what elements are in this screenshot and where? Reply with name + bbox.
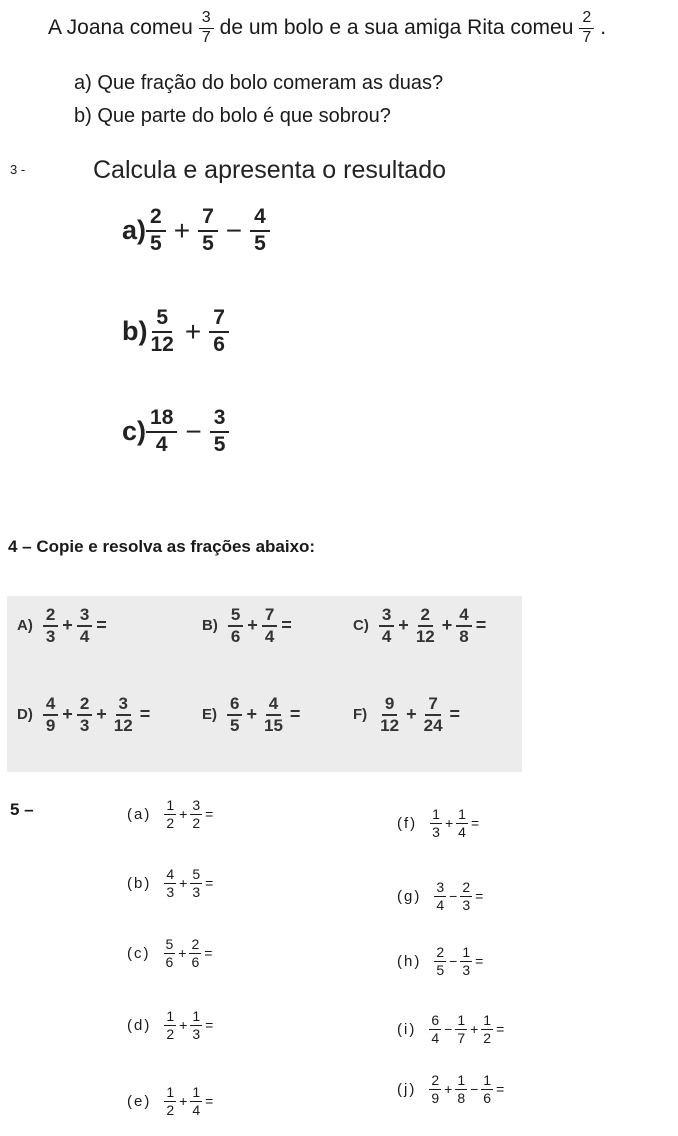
- fraction: $\frac{4}{15}$: [263, 694, 283, 735]
- exercise-5c: (c) $\frac{5}{6}$ + $\frac{2}{6}$ =: [127, 936, 213, 970]
- exercise-5j: (j) $\frac{2}{9}$ + $\frac{1}{8}$ − $\frac{1}{6}$ =: [397, 1072, 505, 1106]
- fraction: $\frac{9}{12}$: [380, 694, 400, 735]
- fraction: $\frac{1}{6}$: [483, 1072, 492, 1106]
- fraction: $\frac{2}{5}$: [436, 944, 445, 978]
- fraction: $\frac{5}{6}$: [228, 606, 243, 646]
- intro-fraction-2: $\frac{2}{7}$: [579, 10, 594, 47]
- fraction: $\frac{2}{3}$: [462, 879, 471, 913]
- fraction: $\frac{4}{8}$: [456, 606, 471, 646]
- section-4-title: 4 – Copie e resolva as frações abaixo:: [8, 537, 316, 556]
- intro-fraction-1: $\frac{3}{7}$: [199, 10, 214, 47]
- fraction: $\frac{1}{4}$: [192, 1084, 201, 1118]
- exercise-5d: (d) $\frac{1}{2}$ + $\frac{1}{3}$ =: [127, 1008, 214, 1042]
- section-3-number: 3 -: [10, 162, 26, 177]
- intro-text-before: A Joana comeu: [48, 16, 193, 40]
- question-b: b) Que parte do bolo é que sobrou?: [74, 105, 391, 127]
- section-5-number: 5 –: [10, 800, 34, 819]
- fraction: $\frac{2}{12}$: [415, 605, 435, 646]
- fraction: $\frac{1}{2}$: [483, 1012, 492, 1046]
- fraction: $\frac{3}{2}$: [192, 797, 201, 831]
- exercise-3b: b) $\frac{5}{12}$ + $\frac{7}{6}$: [122, 307, 229, 356]
- exercise-5f: (f) $\frac{1}{3}$ + $\frac{1}{4}$ =: [397, 806, 480, 840]
- intro-problem: [48, 10, 606, 47]
- fraction: $\frac{4}{3}$: [166, 866, 175, 900]
- fraction: $\frac{7}{5}$: [198, 206, 218, 255]
- fraction: $\frac{1}{2}$: [166, 797, 175, 831]
- fraction: $\frac{7}{6}$: [209, 307, 229, 356]
- fraction: $\frac{1}{2}$: [166, 1008, 175, 1042]
- exercise-4c: C) $\frac{3}{4}$ + $\frac{2}{12}$ + $\frac{4}{8}$ =: [353, 605, 487, 646]
- fraction: $\frac{6}{5}$: [227, 695, 242, 735]
- fraction: $\frac{2}{3}$: [77, 695, 92, 735]
- section-3-title: Calcula e apresenta o resultado: [93, 156, 447, 184]
- exercise-4f: F) $\frac{9}{12}$ + $\frac{7}{24}$ =: [353, 694, 461, 735]
- exercise-5a: (a) $\frac{1}{2}$ + $\frac{3}{2}$ =: [127, 797, 214, 831]
- fraction: $\frac{5}{3}$: [192, 866, 201, 900]
- fraction: $\frac{18}{4}$: [146, 407, 177, 456]
- exercise-5h: (h) $\frac{2}{5}$ − $\frac{1}{3}$ =: [397, 944, 484, 978]
- fraction: $\frac{1}{3}$: [432, 806, 440, 840]
- fraction: $\frac{2}{3}$: [43, 606, 58, 646]
- fraction: $\frac{4}{5}$: [250, 206, 270, 255]
- fraction: $\frac{2}{6}$: [191, 936, 200, 970]
- fraction: $\frac{3}{4}$: [77, 606, 92, 646]
- fraction: $\frac{2}{5}$: [146, 206, 166, 255]
- fraction: $\frac{3}{5}$: [210, 407, 230, 456]
- fraction: $\frac{2}{9}$: [431, 1072, 440, 1106]
- fraction: $\frac{1}{4}$: [458, 806, 466, 840]
- fraction: $\frac{3}{12}$: [113, 694, 133, 735]
- exercise-3a: a) $\frac{2}{5}$ + $\frac{7}{5}$ − $\frac{4}{5}$: [122, 206, 270, 255]
- exercise-4b: B) $\frac{5}{6}$ + $\frac{7}{4}$ =: [202, 605, 292, 646]
- fraction: $\frac{1}{3}$: [192, 1008, 201, 1042]
- exercise-4e: E) $\frac{6}{5}$ + $\frac{4}{15}$ =: [202, 694, 301, 735]
- exercise-3c: c) $\frac{18}{4}$ − $\frac{3}{5}$: [122, 407, 229, 456]
- exercise-5i: (i) $\frac{6}{4}$ − $\frac{1}{7}$ + $\frac{1}{2}$ =: [397, 1012, 505, 1046]
- exercise-5b: (b) $\frac{4}{3}$ + $\frac{5}{3}$ =: [127, 866, 214, 900]
- fraction: $\frac{1}{8}$: [457, 1072, 466, 1106]
- exercise-5e: (e) $\frac{1}{2}$ + $\frac{1}{4}$ =: [127, 1084, 214, 1118]
- exercise-5g: (g) $\frac{3}{4}$ − $\frac{2}{3}$ =: [397, 879, 484, 913]
- fraction: $\frac{4}{9}$: [43, 695, 58, 735]
- fraction: $\frac{6}{4}$: [431, 1012, 440, 1046]
- fraction: $\frac{1}{3}$: [462, 944, 471, 978]
- intro-text-end: .: [600, 16, 607, 40]
- fraction: $\frac{3}{4}$: [379, 606, 394, 646]
- exercise-4a: A) $\frac{2}{3}$ + $\frac{3}{4}$ =: [17, 605, 107, 646]
- fraction: $\frac{1}{7}$: [457, 1012, 466, 1046]
- fraction: $\frac{7}{24}$: [423, 694, 443, 735]
- fraction: $\frac{3}{4}$: [436, 879, 445, 913]
- exercise-4d: D) $\frac{4}{9}$ + $\frac{2}{3}$ + $\frac{3}{12}$ =: [17, 694, 151, 735]
- intro-text-middle: de um bolo e a sua amiga Rita comeu: [219, 16, 574, 40]
- fraction: $\frac{5}{6}$: [165, 936, 174, 970]
- fraction: $\frac{5}{12}$: [150, 306, 174, 357]
- fraction: $\frac{1}{2}$: [166, 1084, 175, 1118]
- fraction: $\frac{7}{4}$: [262, 606, 277, 646]
- question-a: a) Que fração do bolo comeram as duas?: [74, 72, 444, 94]
